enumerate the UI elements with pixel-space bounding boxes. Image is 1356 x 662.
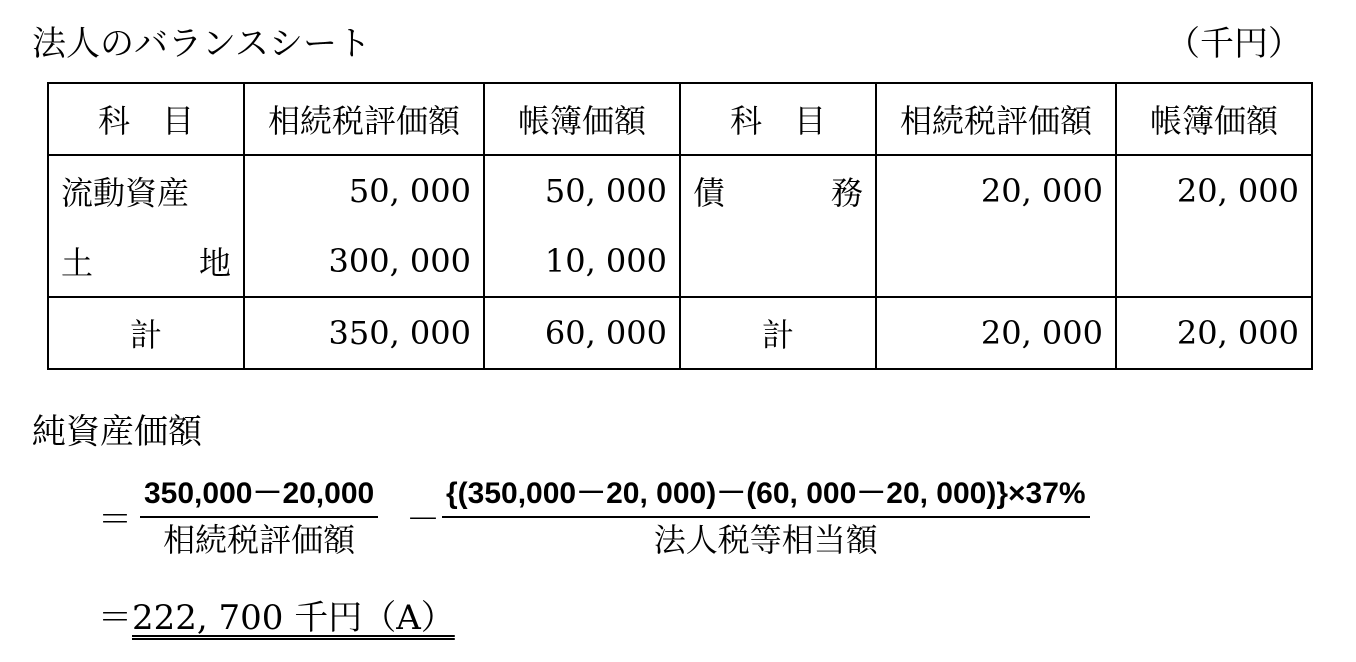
fraction-eval-denominator: 相続税評価額 bbox=[163, 521, 356, 559]
fraction-tax bbox=[442, 474, 1090, 562]
result-value: 222, 700 千円（A） bbox=[132, 598, 455, 638]
header-asset-book: 帳簿価額 bbox=[484, 83, 680, 155]
unit-label: （千円） bbox=[1166, 24, 1302, 64]
total-liab-eval: 20, 000 bbox=[876, 297, 1116, 369]
asset-book: 50, 000 bbox=[484, 155, 680, 226]
fraction-tax-numerator: {(350,000－20, 000)－(60, 000－20, 000)}×37% bbox=[442, 474, 1090, 518]
net-assets-result bbox=[98, 596, 455, 640]
total-liab-label: 計 bbox=[680, 297, 876, 369]
liab-item: 債 務 bbox=[680, 155, 876, 226]
fraction-tax-denominator: 法人税等相当額 bbox=[653, 521, 878, 559]
balance-sheet-table bbox=[47, 82, 1313, 370]
total-label: 計 bbox=[48, 297, 244, 369]
asset-eval: 300, 000 bbox=[244, 226, 484, 297]
asset-item: 土 地 bbox=[48, 226, 244, 297]
fraction-eval-numerator: 350,000－20,000 bbox=[140, 474, 378, 518]
result-equals-sign: ＝ bbox=[98, 598, 132, 638]
total-liab-book: 20, 000 bbox=[1116, 297, 1312, 369]
header-liab-book: 帳簿価額 bbox=[1116, 83, 1312, 155]
equals-sign: ＝ bbox=[98, 500, 132, 540]
fraction-eval bbox=[140, 474, 378, 562]
header-liab-eval: 相続税評価額 bbox=[876, 83, 1116, 155]
table-row bbox=[48, 155, 1312, 226]
header-liab-item: 科 目 bbox=[680, 83, 876, 155]
net-assets-label: 純資産価額 bbox=[32, 412, 202, 452]
asset-eval: 50, 000 bbox=[244, 155, 484, 226]
table-row bbox=[48, 226, 1312, 297]
asset-book: 10, 000 bbox=[484, 226, 680, 297]
header-asset-eval: 相続税評価額 bbox=[244, 83, 484, 155]
liab-item bbox=[680, 226, 876, 297]
liab-book: 20, 000 bbox=[1116, 155, 1312, 226]
page-title: 法人のバランスシート bbox=[32, 24, 371, 64]
liab-eval: 20, 000 bbox=[876, 155, 1116, 226]
total-asset-book: 60, 000 bbox=[484, 297, 680, 369]
table-total-row bbox=[48, 297, 1312, 369]
table-header-row bbox=[48, 83, 1312, 155]
asset-item: 流動資産 bbox=[48, 155, 244, 226]
minus-sign: － bbox=[406, 500, 440, 540]
liab-eval bbox=[876, 226, 1116, 297]
header-asset-item: 科 目 bbox=[48, 83, 244, 155]
liab-book bbox=[1116, 226, 1312, 297]
total-asset-eval: 350, 000 bbox=[244, 297, 484, 369]
